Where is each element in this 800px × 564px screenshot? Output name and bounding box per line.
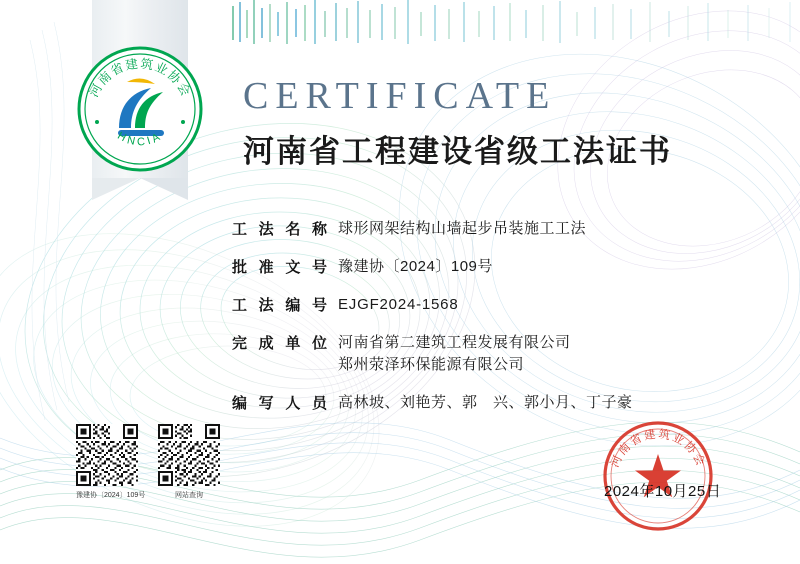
certificate-issue-date: 2024年10月25日: [604, 483, 722, 500]
qr-code-block-approval[interactable]: [76, 424, 146, 500]
qr-code-caption: 豫建协〔2024〕109号: [76, 492, 146, 499]
svg-text:河南省建筑业协会: 河南省建筑业协会: [609, 428, 707, 470]
qr-code-icon[interactable]: [158, 424, 220, 486]
qr-code-icon[interactable]: [76, 424, 138, 486]
field-value: [328, 256, 493, 278]
field-row-authors: [232, 392, 752, 414]
field-row-method-name: [232, 218, 752, 240]
field-label: 工法编号: [232, 297, 328, 314]
svg-text:河南省建筑业协会: 河南省建筑业协会: [86, 56, 194, 100]
field-value-line: EJGF2024-1568: [338, 296, 459, 313]
field-value-line: 郑州荥泽环保能源有限公司: [338, 356, 525, 373]
field-row-completing-units: [232, 332, 752, 376]
field-label: 工法名称: [232, 221, 328, 238]
field-value-line: 球形网架结构山墙起步吊装施工工法: [338, 220, 587, 237]
field-value: [328, 332, 571, 376]
field-value-line: 豫建协〔2024〕109号: [338, 258, 493, 275]
field-label: 编写人员: [232, 395, 328, 412]
field-value: [328, 392, 633, 414]
field-value: [328, 218, 586, 240]
field-row-approval-number: [232, 256, 752, 278]
field-label: 批准文号: [232, 259, 328, 276]
qr-code-caption: 网站查询: [175, 492, 203, 499]
field-row-method-code: [232, 294, 752, 316]
association-emblem-icon: [75, 44, 205, 174]
field-value-line: 高林坡、刘艳芳、郭 兴、郭小月、丁子豪: [338, 394, 633, 411]
qr-code-block-website[interactable]: [158, 424, 220, 500]
field-label: 完成单位: [232, 335, 328, 352]
certificate-title-chinese: 河南省工程建设省级工法证书: [243, 134, 672, 169]
official-red-seal-icon: [600, 418, 716, 534]
field-value: [328, 294, 458, 316]
certificate-title-english: CERTIFICATE: [243, 75, 557, 117]
certificate-fields: [232, 218, 752, 430]
svg-text:HNCIA: HNCIA: [115, 129, 165, 149]
field-value-line: 河南省第二建筑工程发展有限公司: [338, 334, 571, 351]
